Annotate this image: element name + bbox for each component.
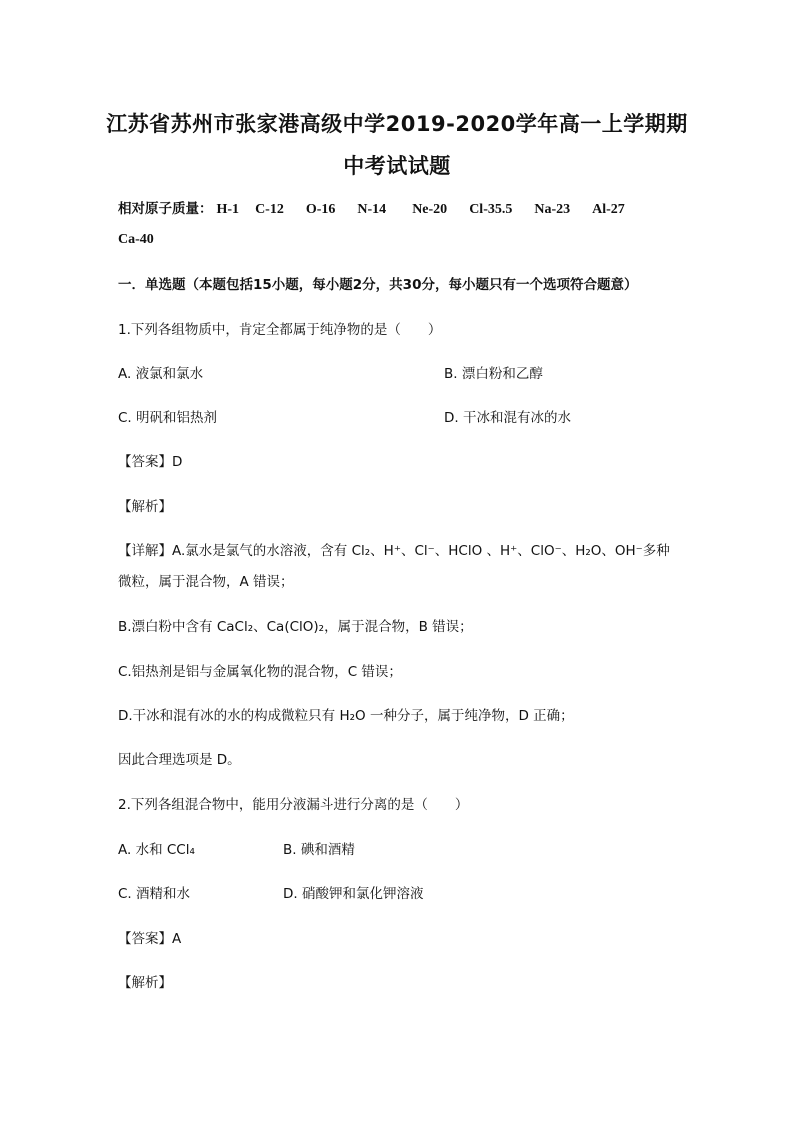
document-title-line-2: 中考试试题 — [343, 154, 451, 178]
atomic-mass-item: H-1 — [216, 202, 240, 217]
atomic-mass-item: N-14 — [357, 202, 387, 217]
question-1-stem: 1.下列各组物质中，肯定全都属于纯净物的是（ ） — [118, 322, 442, 338]
atomic-mass-item: O-16 — [305, 202, 336, 217]
question-1-option-d: D. 干冰和混有冰的水 — [444, 410, 571, 426]
atomic-masses-row — [118, 199, 688, 220]
atomic-mass-item: C-12 — [255, 202, 284, 217]
question-1-detail-3: B.漂白粉中含有 CaCl₂、Ca(ClO)₂，属于混合物，B 错误； — [118, 619, 473, 635]
question-1-conclusion: 因此合理选项是 D。 — [118, 752, 241, 768]
atomic-masses-label: 相对原子质量： — [118, 201, 213, 217]
question-1-detail-1: 【详解】A.氯水是氯气的水溶液，含有 Cl₂、H⁺、Cl⁻、HClO 、H⁺、ClO⁻、H₂O、OH⁻多种 — [118, 543, 670, 559]
question-1-answer: 【答案】D — [118, 454, 183, 470]
question-2-option-d: D. 硝酸钾和氯化钾溶液 — [283, 886, 424, 902]
atomic-mass-item: Na-23 — [534, 202, 571, 217]
question-1-analysis-label: 【解析】 — [118, 499, 172, 515]
question-1-detail-5: D.干冰和混有冰的水的构成微粒只有 H₂O 一种分子，属于纯净物，D 正确； — [118, 708, 574, 724]
question-2-analysis-label: 【解析】 — [118, 975, 172, 991]
atomic-mass-item: Cl-35.5 — [469, 202, 513, 217]
atomic-mass-overflow: Ca-40 — [118, 232, 154, 247]
question-2-option-c: C. 酒精和水 — [118, 886, 191, 902]
question-1-option-c: C. 明矾和铝热剂 — [118, 410, 218, 426]
document-title-line-1: 江苏省苏州市张家港高级中学2019-2020学年高一上学期期 — [106, 112, 688, 136]
question-2-option-a: A. 水和 CCl₄ — [118, 842, 195, 858]
atomic-mass-item: Al-27 — [592, 202, 625, 217]
question-2-option-b: B. 碘和酒精 — [283, 842, 355, 858]
question-2-answer: 【答案】A — [118, 931, 182, 947]
question-1-option-b: B. 漂白粉和乙醇 — [444, 366, 543, 382]
question-2-stem: 2.下列各组混合物中，能用分液漏斗进行分离的是（ ） — [118, 797, 469, 813]
question-1-option-a: A. 液氯和氯水 — [118, 366, 204, 382]
atomic-mass-item: Ne-20 — [412, 202, 448, 217]
section-heading: 一．单选题（本题包括15小题，每小题2分，共30分，每小题只有一个选项符合题意） — [118, 277, 638, 293]
question-1-detail-2: 微粒，属于混合物，A 错误； — [118, 574, 294, 590]
question-1-detail-4: C.铝热剂是铝与金属氧化物的混合物，C 错误； — [118, 664, 402, 680]
